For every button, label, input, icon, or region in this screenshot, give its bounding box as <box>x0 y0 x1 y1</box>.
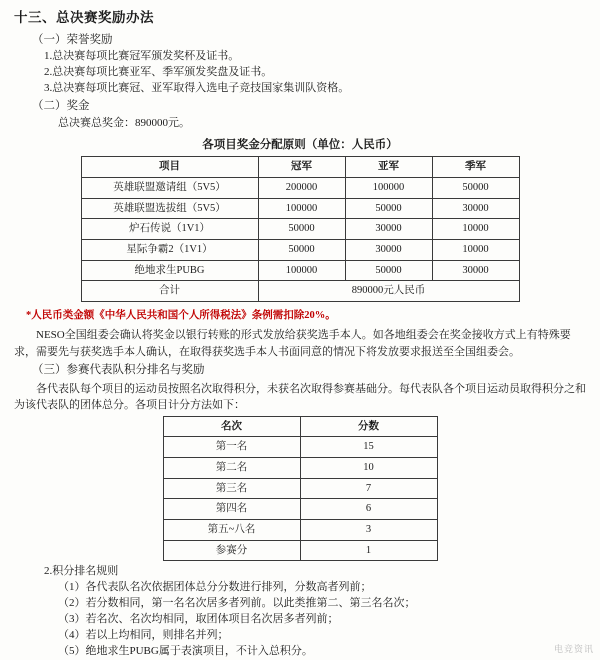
cell-points: 1 <box>300 540 437 561</box>
score-col-rank: 名次 <box>163 416 300 437</box>
cell-rank: 第三名 <box>163 478 300 499</box>
cell-project: 炉石传说（1V1） <box>81 219 258 240</box>
total-value: 890000元人民币 <box>258 281 519 302</box>
cell-runnerup: 30000 <box>345 219 432 240</box>
table-row <box>163 519 437 540</box>
cell-champion: 100000 <box>258 198 345 219</box>
cell-champion: 200000 <box>258 177 345 198</box>
table-row <box>163 437 437 458</box>
table-row <box>163 540 437 561</box>
cell-points: 6 <box>300 499 437 520</box>
cell-rank: 第一名 <box>163 437 300 458</box>
rule-item-4: （4）若以上均相同，则排名并列； <box>58 628 229 641</box>
payout-paragraph: NESO全国组委会确认将奖金以银行转账的形式发放给获奖选手本人。如各地组委会在奖金接收方式上有特殊要求，需要先与获奖选手本人确认，在取得获奖选手本人书面同意的情况下将发放要求报送至全国组委会。 <box>14 329 571 358</box>
table-row <box>81 260 519 281</box>
cell-project: 英雄联盟选拔组（5V5） <box>81 198 258 219</box>
honor-item-3: 3.总决赛每项比赛冠、亚军取得入选电子竞技国家集训队资格。 <box>44 82 350 95</box>
cell-points: 10 <box>300 457 437 478</box>
cell-champion: 50000 <box>258 239 345 260</box>
table-row <box>81 177 519 198</box>
prize-col-champion: 冠军 <box>258 157 345 178</box>
cell-rank: 第二名 <box>163 457 300 478</box>
cell-runnerup: 50000 <box>345 198 432 219</box>
prize-col-runnerup: 亚军 <box>345 157 432 178</box>
subsection-ranking-title: （三）参赛代表队积分排名与奖励 <box>32 364 205 377</box>
prize-col-project: 项目 <box>81 157 258 178</box>
total-label: 合计 <box>81 281 258 302</box>
table-row <box>163 499 437 520</box>
cell-champion: 100000 <box>258 260 345 281</box>
cell-runnerup: 50000 <box>345 260 432 281</box>
cell-project: 星际争霸2（1V1） <box>81 239 258 260</box>
rules-title: 2.积分排名规则 <box>44 565 119 578</box>
cell-rank: 第四名 <box>163 499 300 520</box>
table-row <box>81 198 519 219</box>
rule-item-5: （5）绝地求生PUBG属于表演项目，不计入总积分。 <box>58 644 313 657</box>
honor-item-2: 2.总决赛每项比赛亚军、季军颁发奖盘及证书。 <box>44 66 273 79</box>
cell-runnerup: 100000 <box>345 177 432 198</box>
cell-project: 绝地求生PUBG <box>81 260 258 281</box>
rule-item-3: （3）若名次、名次均相同，取团体项目名次居多者列前； <box>58 613 339 625</box>
cell-runnerup: 30000 <box>345 239 432 260</box>
rule-item-1: （1）各代表队名次依据团体总分分数进行排列，分数高者列前； <box>58 581 372 594</box>
cell-third: 10000 <box>432 239 519 260</box>
prize-table-title: 各项目奖金分配原则（单位：人民币） <box>202 138 398 151</box>
rule-item-2: （2）若分数相同，第一名名次居多者列前。以此类推第二、第三名名次； <box>58 597 416 610</box>
table-row <box>163 457 437 478</box>
score-table <box>163 416 438 561</box>
scoring-paragraph: 各代表队每个项目的运动员按照名次取得积分，未获名次取得参赛基础分。每代表队各个项目运动员取得积分之和为该代表队的团体总分。各项目计分方法如下： <box>14 382 586 412</box>
tax-note: *人民币类金额《中华人民共和国个人所得税法》条例需扣除20%。 <box>26 309 336 321</box>
table-row <box>81 239 519 260</box>
score-col-points: 分数 <box>300 416 437 437</box>
cell-champion: 50000 <box>258 219 345 240</box>
page-title: 十三、总决赛奖励办法 <box>14 10 154 25</box>
table-row <box>81 219 519 240</box>
cell-points: 15 <box>300 437 437 458</box>
cell-points: 7 <box>300 478 437 499</box>
subsection-honors-title: （一）荣誉奖励 <box>32 33 113 46</box>
cell-rank: 第五~八名 <box>163 519 300 540</box>
table-row <box>163 478 437 499</box>
cell-third: 30000 <box>432 260 519 281</box>
honor-item-1: 1.总决赛每项比赛冠军颁发奖杯及证书。 <box>44 50 240 63</box>
cell-third: 10000 <box>432 219 519 240</box>
prize-col-third: 季军 <box>432 157 519 178</box>
subsection-prize-title: （二）奖金 <box>32 100 90 113</box>
cell-project: 英雄联盟邀请组（5V5） <box>81 177 258 198</box>
cell-points: 3 <box>300 519 437 540</box>
table-header-row <box>81 157 519 178</box>
cell-rank: 参赛分 <box>163 540 300 561</box>
table-header-row <box>163 416 437 437</box>
prize-table <box>81 156 520 301</box>
total-prize-line: 总决赛总奖金：890000元。 <box>58 116 190 129</box>
cell-third: 50000 <box>432 177 519 198</box>
table-total-row <box>81 281 519 302</box>
cell-third: 30000 <box>432 198 519 219</box>
watermark: 电竞资讯 <box>553 643 594 654</box>
